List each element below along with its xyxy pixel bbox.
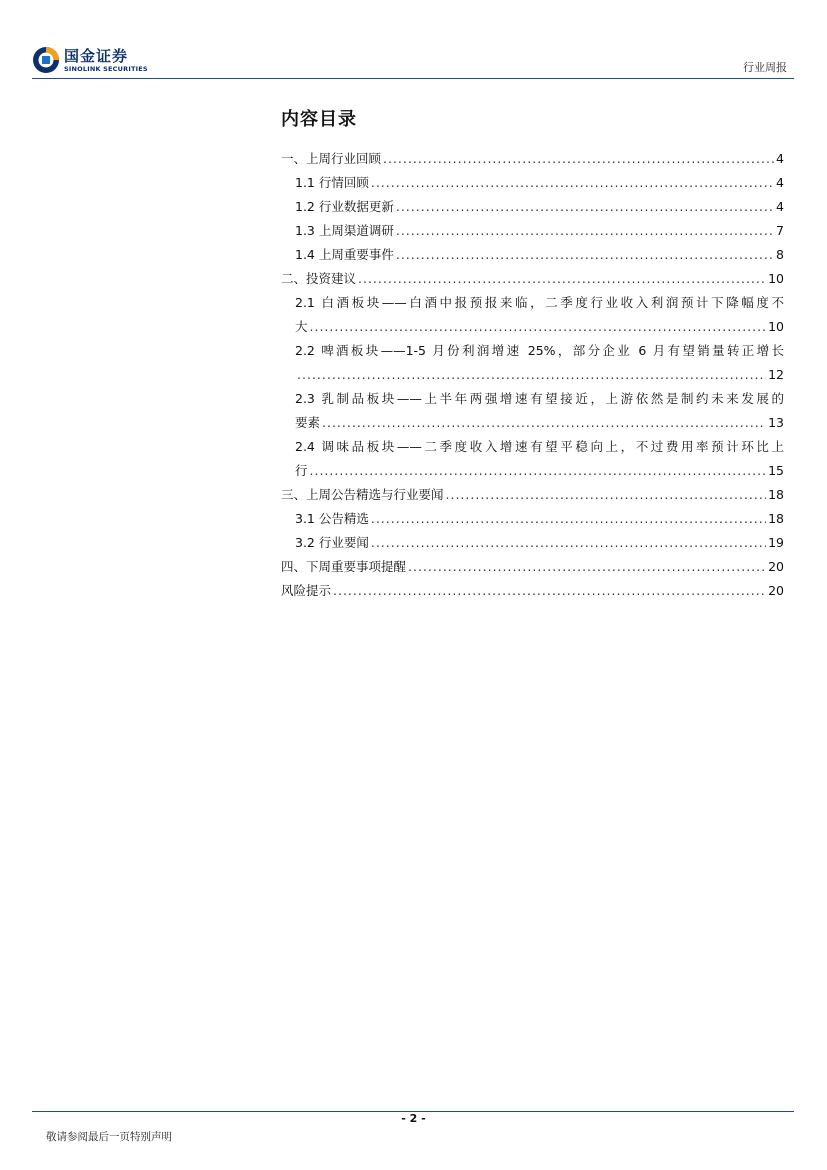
logo-english-name: SINOLINK SECURITIES bbox=[64, 64, 148, 73]
toc-entry-text-cont: 行 bbox=[295, 463, 308, 478]
toc-entry-2-4[interactable] bbox=[281, 435, 784, 483]
toc-entry-page: 19 bbox=[768, 535, 784, 550]
toc-entry-2-3[interactable] bbox=[281, 387, 784, 435]
toc-entry-3[interactable] bbox=[281, 483, 784, 507]
toc-entry-1[interactable] bbox=[281, 147, 784, 171]
toc-entry-3-2[interactable] bbox=[281, 531, 784, 555]
toc-entry-1-2[interactable] bbox=[281, 195, 784, 219]
company-logo bbox=[32, 46, 148, 74]
toc-entry-text: 1.2 行业数据更新 bbox=[295, 199, 394, 214]
toc-entry-page: 18 bbox=[768, 487, 784, 502]
toc-entry-page: 10 bbox=[768, 271, 784, 286]
toc-entry-text-cont: 大 bbox=[295, 319, 308, 334]
toc-entry-text: 1.1 行情回顾 bbox=[295, 175, 369, 190]
toc-entry-text: 风险提示 bbox=[281, 583, 332, 598]
toc-entry-text: 2.3 乳制品板块——上半年两强增速有望接近，上游依然是制约未来发展的 bbox=[295, 391, 784, 406]
toc-entry-text: 一、上周行业回顾 bbox=[281, 151, 382, 166]
table-of-contents bbox=[281, 105, 784, 603]
logo-chinese-name: 国金证券 bbox=[64, 46, 129, 65]
page-header bbox=[0, 0, 827, 80]
sinolink-logo-icon bbox=[32, 46, 60, 74]
toc-entry-page: 4 bbox=[776, 199, 784, 214]
toc-entry-page: 4 bbox=[776, 175, 784, 190]
toc-entry-page: 7 bbox=[776, 223, 784, 238]
toc-entry-1-1[interactable] bbox=[281, 171, 784, 195]
toc-entry-text: 2.4 调味品板块——二季度收入增速有望平稳向上，不过费用率预计环比上 bbox=[295, 439, 784, 454]
toc-entry-text-cont: 要素 bbox=[295, 415, 321, 430]
toc-entry-text: 3.2 行业要闻 bbox=[295, 535, 369, 550]
toc-entry-text: 三、上周公告精选与行业要闻 bbox=[281, 487, 444, 502]
toc-entry-3-1[interactable] bbox=[281, 507, 784, 531]
toc-entry-text: 四、下周重要事项提醒 bbox=[281, 559, 407, 574]
toc-entry-text: 二、投资建议 bbox=[281, 271, 357, 286]
toc-title: 内容目录 bbox=[281, 109, 357, 130]
header-divider bbox=[32, 78, 794, 79]
page-number: - 2 - bbox=[401, 1112, 426, 1125]
toc-entry-page: 13 bbox=[768, 415, 784, 430]
toc-entry-page: 20 bbox=[768, 583, 784, 598]
toc-entry-page: 12 bbox=[768, 367, 784, 382]
toc-entry-1-4[interactable] bbox=[281, 243, 784, 267]
disclaimer-note: 敬请参阅最后一页特别声明 bbox=[46, 1131, 172, 1143]
toc-entry-text: 1.4 上周重要事件 bbox=[295, 247, 394, 262]
toc-entry-page: 18 bbox=[768, 511, 784, 526]
report-type-label: 行业周报 bbox=[743, 61, 787, 74]
toc-entry-page: 20 bbox=[768, 559, 784, 574]
toc-entry-text: 3.1 公告精选 bbox=[295, 511, 369, 526]
toc-entry-text: 2.2 啤酒板块——1-5 月份利润增速 25%，部分企业 6 月有望销量转正增长 bbox=[295, 343, 784, 358]
toc-entry-text: 1.3 上周渠道调研 bbox=[295, 223, 394, 238]
toc-entry-page: 10 bbox=[768, 319, 784, 334]
toc-entry-2-1[interactable] bbox=[281, 291, 784, 339]
toc-entry-page: 15 bbox=[768, 463, 784, 478]
toc-entry-4[interactable] bbox=[281, 555, 784, 579]
toc-entry-risk[interactable] bbox=[281, 579, 784, 603]
toc-entry-2-2[interactable] bbox=[281, 339, 784, 387]
toc-entry-1-3[interactable] bbox=[281, 219, 784, 243]
toc-entry-text: 2.1 白酒板块——白酒中报预报来临，二季度行业收入利润预计下降幅度不 bbox=[295, 295, 784, 310]
toc-entry-2[interactable] bbox=[281, 267, 784, 291]
toc-entry-page: 8 bbox=[776, 247, 784, 262]
toc-entry-page: 4 bbox=[776, 151, 784, 166]
